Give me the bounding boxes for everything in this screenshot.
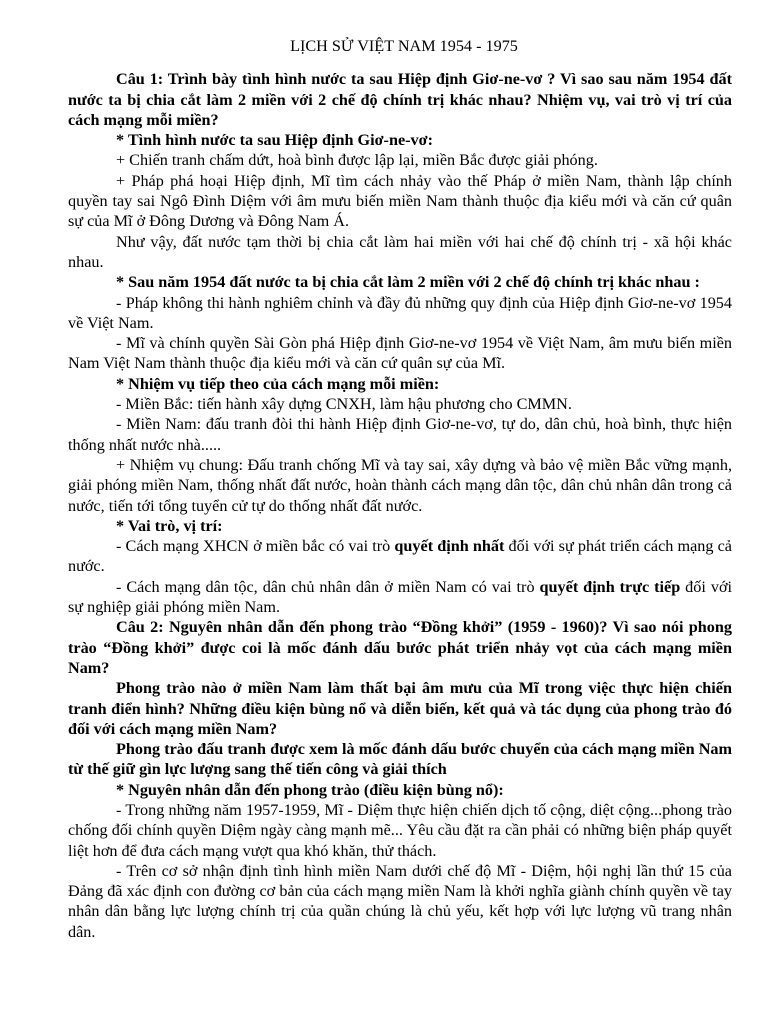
q1-paragraph: + Pháp phá hoại Hiệp định, Mĩ tìm cách nhảy vào thế Pháp ở miền Nam, thành lập chính quyền tay sai Ngô Đình Diệm với âm mưu biến miền Nam thành thuộc địa kiểu mới và căn cứ quân sự của Mĩ ở Đông Dương và Đông Nam Á. (68, 171, 732, 231)
text-run: - Cách mạng XHCN ở miền bắc có vai trò (116, 537, 395, 556)
emphasis-text: quyết định nhất (394, 537, 505, 556)
question-2-alt: Phong trào đấu tranh được xem là mốc đánh dấu bước chuyển của cách mạng miền Nam từ thế giữ gìn lực lượng sang thế tiến công và giải thích (68, 740, 732, 779)
question-1: Câu 1: Trình bày tình hình nước ta sau Hiệp định Giơ-ne-vơ ? Vì sao sau năm 1954 đất nước ta bị chia cắt làm 2 miền với 2 chế độ chính trị khác nhau? Nhiệm vụ, vai trò vị trí của cách mạng mỗi miền? (68, 70, 732, 129)
q2-paragraph: - Trên cơ sở nhận định tình hình miền Nam dưới chế độ Mĩ - Diệm, hội nghị lần thứ 15 của Đảng đã xác định con đường cơ bản của cách mạng miền Nam là khởi nghĩa giành chính quyền về tay nhân dân bằng lực lượng chính trị của quần chúng là chủ yếu, kết hợp với lực lượng vũ trang nhân dân. (68, 861, 732, 941)
q1-heading-situation: * Tình hình nước ta sau Hiệp định Giơ-ne-vơ: (116, 131, 433, 150)
q1-paragraph: - Pháp không thi hành nghiêm chỉnh và đầy đủ những quy định của Hiệp định Giơ-ne-vơ 1954 về Việt Nam. (68, 293, 732, 332)
q1-paragraph: + Nhiệm vụ chung: Đấu tranh chống Mĩ và tay sai, xây dựng và bảo vệ miền Bắc vững mạnh, giải phóng miền Nam, thống nhất đất nước, hoàn thành cách mạng dân tộc, dân chủ nhân dân trong cả nước, tiến tới tổng tuyển cử tự do thống nhất đất nước. (68, 455, 732, 515)
q1-paragraph: + Chiến tranh chấm dứt, hoà bình được lập lại, miền Bắc được giải phóng. (116, 151, 598, 170)
q2-heading-causes: * Nguyên nhân dẫn đến phong trào (điều kiện bùng nổ): (116, 780, 504, 799)
q1-paragraph: Như vậy, đất nước tạm thời bị chia cắt làm hai miền với hai chế độ chính trị - xã hội khác nhau. (68, 232, 732, 271)
q1-paragraph: - Miền Bắc: tiến hành xây dựng CNXH, làm hậu phương cho CMMN. (116, 395, 572, 414)
question-2: Câu 2: Nguyên nhân dẫn đến phong trào “Đồng khởi” (1959 - 1960)? Vì sao nói phong trào “Đồng khởi” được coi là mốc đánh dấu bước phát triển nhảy vọt của cách mạng miền Nam? (68, 618, 732, 677)
q1-paragraph: - Miền Nam: đấu tranh đòi thi hành Hiệp định Giơ-ne-vơ, tự do, dân chủ, hoà bình, thực hiện thống nhất nước nhà..... (68, 415, 732, 454)
question-2-alt: Phong trào nào ở miền Nam làm thất bại âm mưu của Mĩ trong việc thực hiện chiến tranh điển hình? Những điều kiện bùng nổ và diễn biến, kết quả và tác dụng của phong trào đó đối với cách mạng miền Nam? (68, 679, 732, 738)
document-title: LỊCH SỬ VIỆT NAM 1954 - 1975 (290, 37, 518, 55)
text-run: đối với sự phát triển cách mạng cả nước. (68, 537, 732, 576)
q2-paragraph: - Trong những năm 1957-1959, Mĩ - Diệm thực hiện chiến dịch tố cộng, diệt cộng...phong trào chống đối chính quyền Diệm ngày càng mạnh mẽ... Yêu cầu đặt ra cần phải có những biện pháp quyết liệt hơn để đưa cách mạng vượt qua khó khăn, thử thách. (68, 800, 732, 860)
q1-heading-tasks: * Nhiệm vụ tiếp theo của cách mạng mỗi miền: (116, 374, 440, 393)
q1-heading-role: * Vai trò, vị trí: (116, 516, 223, 535)
q1-paragraph: - Mĩ và chính quyền Sài Gòn phá Hiệp định Giơ-ne-vơ 1954 về Việt Nam, âm mưu biến miền Nam Việt Nam thành thuộc địa kiểu mới và căn cứ quân sự của Mĩ. (68, 334, 732, 373)
q1-heading-division: * Sau năm 1954 đất nước ta bị chia cắt làm 2 miền với 2 chế độ chính trị khác nhau : (116, 273, 700, 292)
q1-paragraph-role-south (68, 577, 732, 618)
emphasis-text: quyết định trực tiếp (539, 577, 681, 596)
text-run: đối với sự nghiệp giải phóng miền Nam. (68, 577, 732, 617)
q1-paragraph-role-north (68, 536, 732, 577)
text-run: - Cách mạng dân tộc, dân chủ nhân dân ở miền Nam có vai trò (116, 577, 540, 596)
